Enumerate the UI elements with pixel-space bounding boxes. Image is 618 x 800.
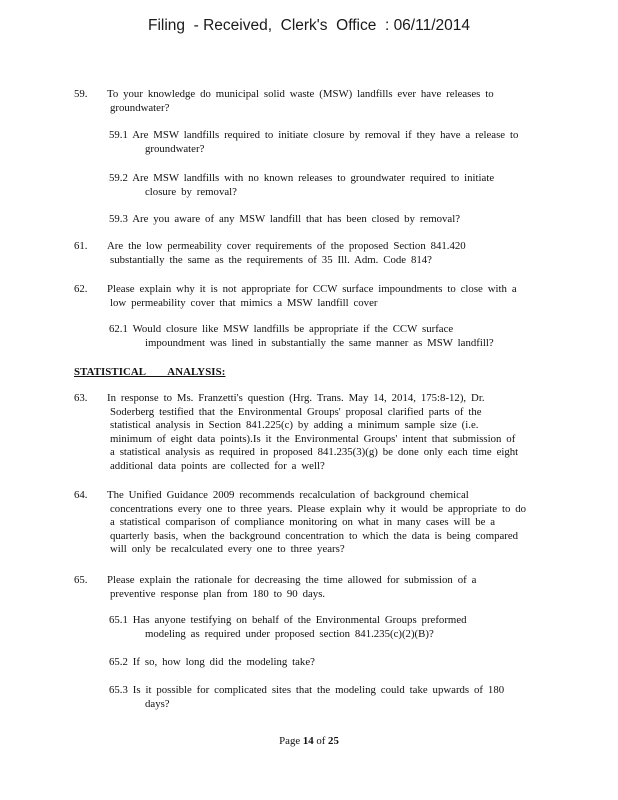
subquestion-62-1 [109, 323, 549, 350]
text-line: 65.2 If so, how long did the modeling take? [109, 656, 315, 668]
text-line: days? [145, 697, 170, 710]
subquestion-65-3 [109, 684, 549, 711]
text-line: Are the low permeability cover requirements of the proposed Section 841.420 [107, 240, 466, 252]
text-line: quarterly basis, when the background concentration to which the data is being compared [110, 529, 519, 542]
text-line: additional data points are collected for a well? [110, 459, 325, 472]
question-number: 59. [74, 88, 88, 100]
question-text [107, 574, 532, 601]
text-line: concentrations every one to three years. Please explain why it would be appropriate to do [110, 502, 527, 515]
text-line: To your knowledge do municipal solid waste (MSW) landfills ever have releases to [107, 88, 494, 100]
subquestion-65-2 [109, 656, 549, 670]
subquestion-59-3 [109, 213, 549, 227]
question-number: 65. [74, 574, 88, 586]
text-line: modeling as required under proposed section 841.235(c)(2)(B)? [145, 627, 434, 640]
of-word: of [316, 735, 326, 747]
page-footer [0, 735, 618, 747]
text-line: 59.3 Are you aware of any MSW landfill that has been closed by removal? [109, 213, 461, 225]
page-word: Page [279, 735, 301, 747]
text-line: In response to Ms. Franzetti's question (Hrg. Trans. May 14, 2014, 175:8-12), Dr. [107, 392, 485, 404]
text-line: groundwater? [145, 142, 205, 155]
text-line: The Unified Guidance 2009 recommends recalculation of background chemical [107, 489, 469, 501]
text-line: Please explain the rationale for decreasing the time allowed for submission of a [107, 574, 477, 586]
text-line: closure by removal? [145, 185, 237, 198]
text-line: impoundment was lined in substantially the same manner as MSW landfill? [145, 336, 494, 349]
text-line: low permeability cover that mimics a MSW landfill cover [110, 296, 378, 309]
subquestion-59-2 [109, 172, 549, 199]
question-text [107, 283, 532, 310]
question-text [107, 392, 532, 474]
section-heading-statistical-analysis: STATISTICAL ANALYSIS: [74, 366, 226, 378]
question-text [107, 88, 532, 115]
text-line: 59.2 Are MSW landfills with no known releases to groundwater required to initiate [109, 172, 495, 184]
question-number: 61. [74, 240, 88, 252]
question-text [107, 489, 532, 557]
question-number: 63. [74, 392, 88, 404]
text-line: 65.1 Has anyone testifying on behalf of the Environmental Groups preformed [109, 614, 467, 626]
text-line: preventive response plan from 180 to 90 days. [110, 587, 326, 600]
text-line: 62.1 Would closure like MSW landfills be appropriate if the CCW surface [109, 323, 454, 335]
text-line: 65.3 Is it possible for complicated sites that the modeling could take upwards of 180 [109, 684, 505, 696]
question-number: 64. [74, 489, 88, 501]
text-line: groundwater? [110, 101, 170, 114]
text-line: statistical analysis in Section 841.225(c) by adding a minimum sample size (i.e. [110, 419, 479, 432]
text-line: a statistical analysis as required in proposed 841.235(3)(g) be done only each time eight [110, 446, 519, 459]
text-line: minimum of eight data points).Is it the Environmental Groups' intent that submission of [110, 432, 516, 445]
text-line: will only be recalculated every one to three years? [110, 543, 345, 556]
total-pages: 25 [328, 735, 339, 747]
subquestion-59-1 [109, 129, 549, 156]
text-line: a statistical comparison of compliance monitoring on what in many cases will be a [110, 516, 496, 529]
page-number: 14 [302, 735, 314, 747]
question-text [107, 240, 532, 267]
question-number: 62. [74, 283, 88, 295]
text-line: substantially the same as the requirements of 35 Ill. Adm. Code 814? [110, 253, 432, 266]
filing-stamp-header: Filing - Received, Clerk's Office : 06/11/2014 [147, 17, 470, 34]
text-line: 59.1 Are MSW landfills required to initiate closure by removal if they have a release to [109, 129, 519, 141]
text-line: Soderberg testified that the Environmental Groups' proposal clarified parts of the [110, 405, 482, 418]
text-line: Please explain why it is not appropriate for CCW surface impoundments to close with a [107, 283, 517, 295]
subquestion-65-1 [109, 614, 549, 641]
